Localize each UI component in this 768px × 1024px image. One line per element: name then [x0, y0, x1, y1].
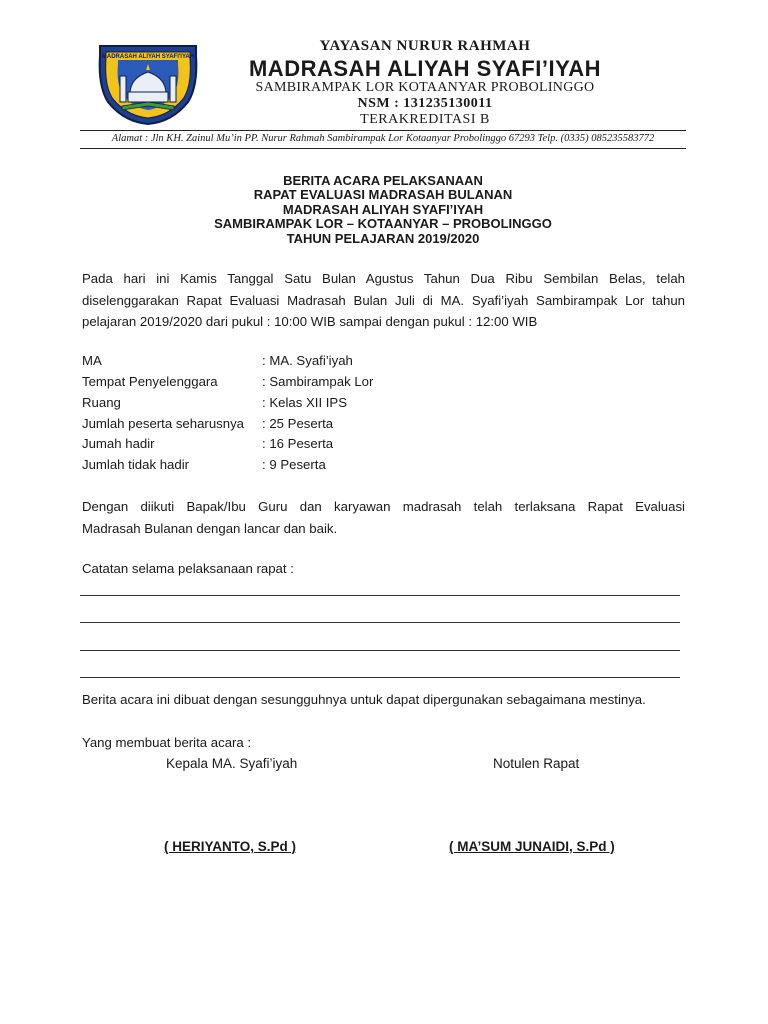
detail-value: : MA. Syafi’iyah: [262, 353, 353, 368]
detail-label: Tempat Penyelenggara: [82, 374, 218, 389]
notes-blank-line[interactable]: [80, 677, 680, 678]
left-signatory-role: Kepala MA. Syafi’iyah: [166, 756, 298, 771]
document-title-line: SAMBIRAMPAK LOR – KOTAANYAR – PROBOLINGGO: [214, 216, 552, 231]
document-title-line: RAPAT EVALUASI MADRASAH BULANAN: [253, 187, 513, 202]
closing-statement: Berita acara ini dibuat dengan sesungguhnya untuk dapat dipergunakan sebagaimana mestinya.: [82, 692, 646, 707]
document-title-line: TAHUN PELAJARAN 2019/2020: [286, 231, 480, 246]
letterhead-divider-bottom: [80, 148, 686, 149]
followup-paragraph: [82, 496, 685, 539]
detail-label: Jumlah peserta seharusnya: [82, 416, 245, 431]
intro-line: Pada hari ini Kamis Tanggal Satu Bulan Agustus Tahun Dua Ribu Sembilan Belas, telah: [82, 271, 685, 286]
detail-value: : 9 Peserta: [262, 457, 326, 472]
accreditation: TERAKREDITASI B: [360, 112, 490, 127]
intro-line: diselenggarakan Rapat Evaluasi Madrasah Bulan Juli di MA. Syafi’iyah Sambirampak Lor tahun: [82, 292, 685, 308]
notes-blank-line[interactable]: [80, 650, 680, 651]
notes-label: Catatan selama pelaksanaan rapat :: [82, 561, 294, 576]
followup-line: Dengan diikuti Bapak/Ibu Guru dan karyawan madrasah telah terlaksana Rapat Evaluasi: [82, 499, 685, 514]
school-name: MADRASAH ALIYAH SYAFI’IYAH: [248, 56, 602, 81]
document-title-line: MADRASAH ALIYAH SYAFI’IYAH: [282, 202, 484, 217]
school-nsm: NSM : 131235130011: [357, 96, 493, 111]
made-by-label: Yang membuat berita acara :: [82, 735, 252, 750]
detail-label: Ruang: [82, 395, 121, 410]
school-address: Alamat : Jln KH. Zainul Mu’in PP. Nurur Rahmah Sambirampak Lor Kotaanyar Probolinggo 67293 Telp. (0335) 085235583772: [111, 133, 655, 144]
left-signatory-name: ( HERIYANTO, S.Pd ): [164, 839, 297, 854]
document-title-line: BERITA ACARA PELAKSANAAN: [283, 173, 483, 188]
detail-value: : Kelas XII IPS: [262, 395, 348, 410]
intro-line: pelajaran 2019/2020 dari pukul : 10:00 WIB sampai dengan pukul : 12:00 WIB: [82, 314, 538, 329]
detail-value: : Sambirampak Lor: [262, 374, 374, 389]
notes-blank-line[interactable]: [80, 595, 680, 596]
intro-paragraph: [82, 268, 685, 333]
letterhead-divider-top: [80, 130, 686, 131]
followup-line: Madrasah Bulanan dengan lancar dan baik.: [82, 520, 338, 536]
detail-value: : 25 Peserta: [262, 416, 334, 431]
logo-text: MADRASAH ALIYAH SYAFI'IYAH: [101, 54, 195, 60]
right-signatory-name: ( MA’SUM JUNAIDI, S.Pd ): [449, 839, 615, 854]
school-location: SAMBIRAMPAK LOR KOTAANYAR PROBOLINGGO: [255, 80, 595, 95]
right-signatory-role: Notulen Rapat: [493, 756, 580, 771]
foundation-name: YAYASAN NURUR RAHMAH: [319, 38, 531, 54]
detail-label: MA: [82, 353, 102, 368]
detail-label: Jumlah tidak hadir: [82, 457, 190, 472]
detail-value: : 16 Peserta: [262, 436, 334, 451]
notes-blank-line[interactable]: [80, 622, 680, 623]
detail-label: Jumah hadir: [82, 436, 155, 451]
